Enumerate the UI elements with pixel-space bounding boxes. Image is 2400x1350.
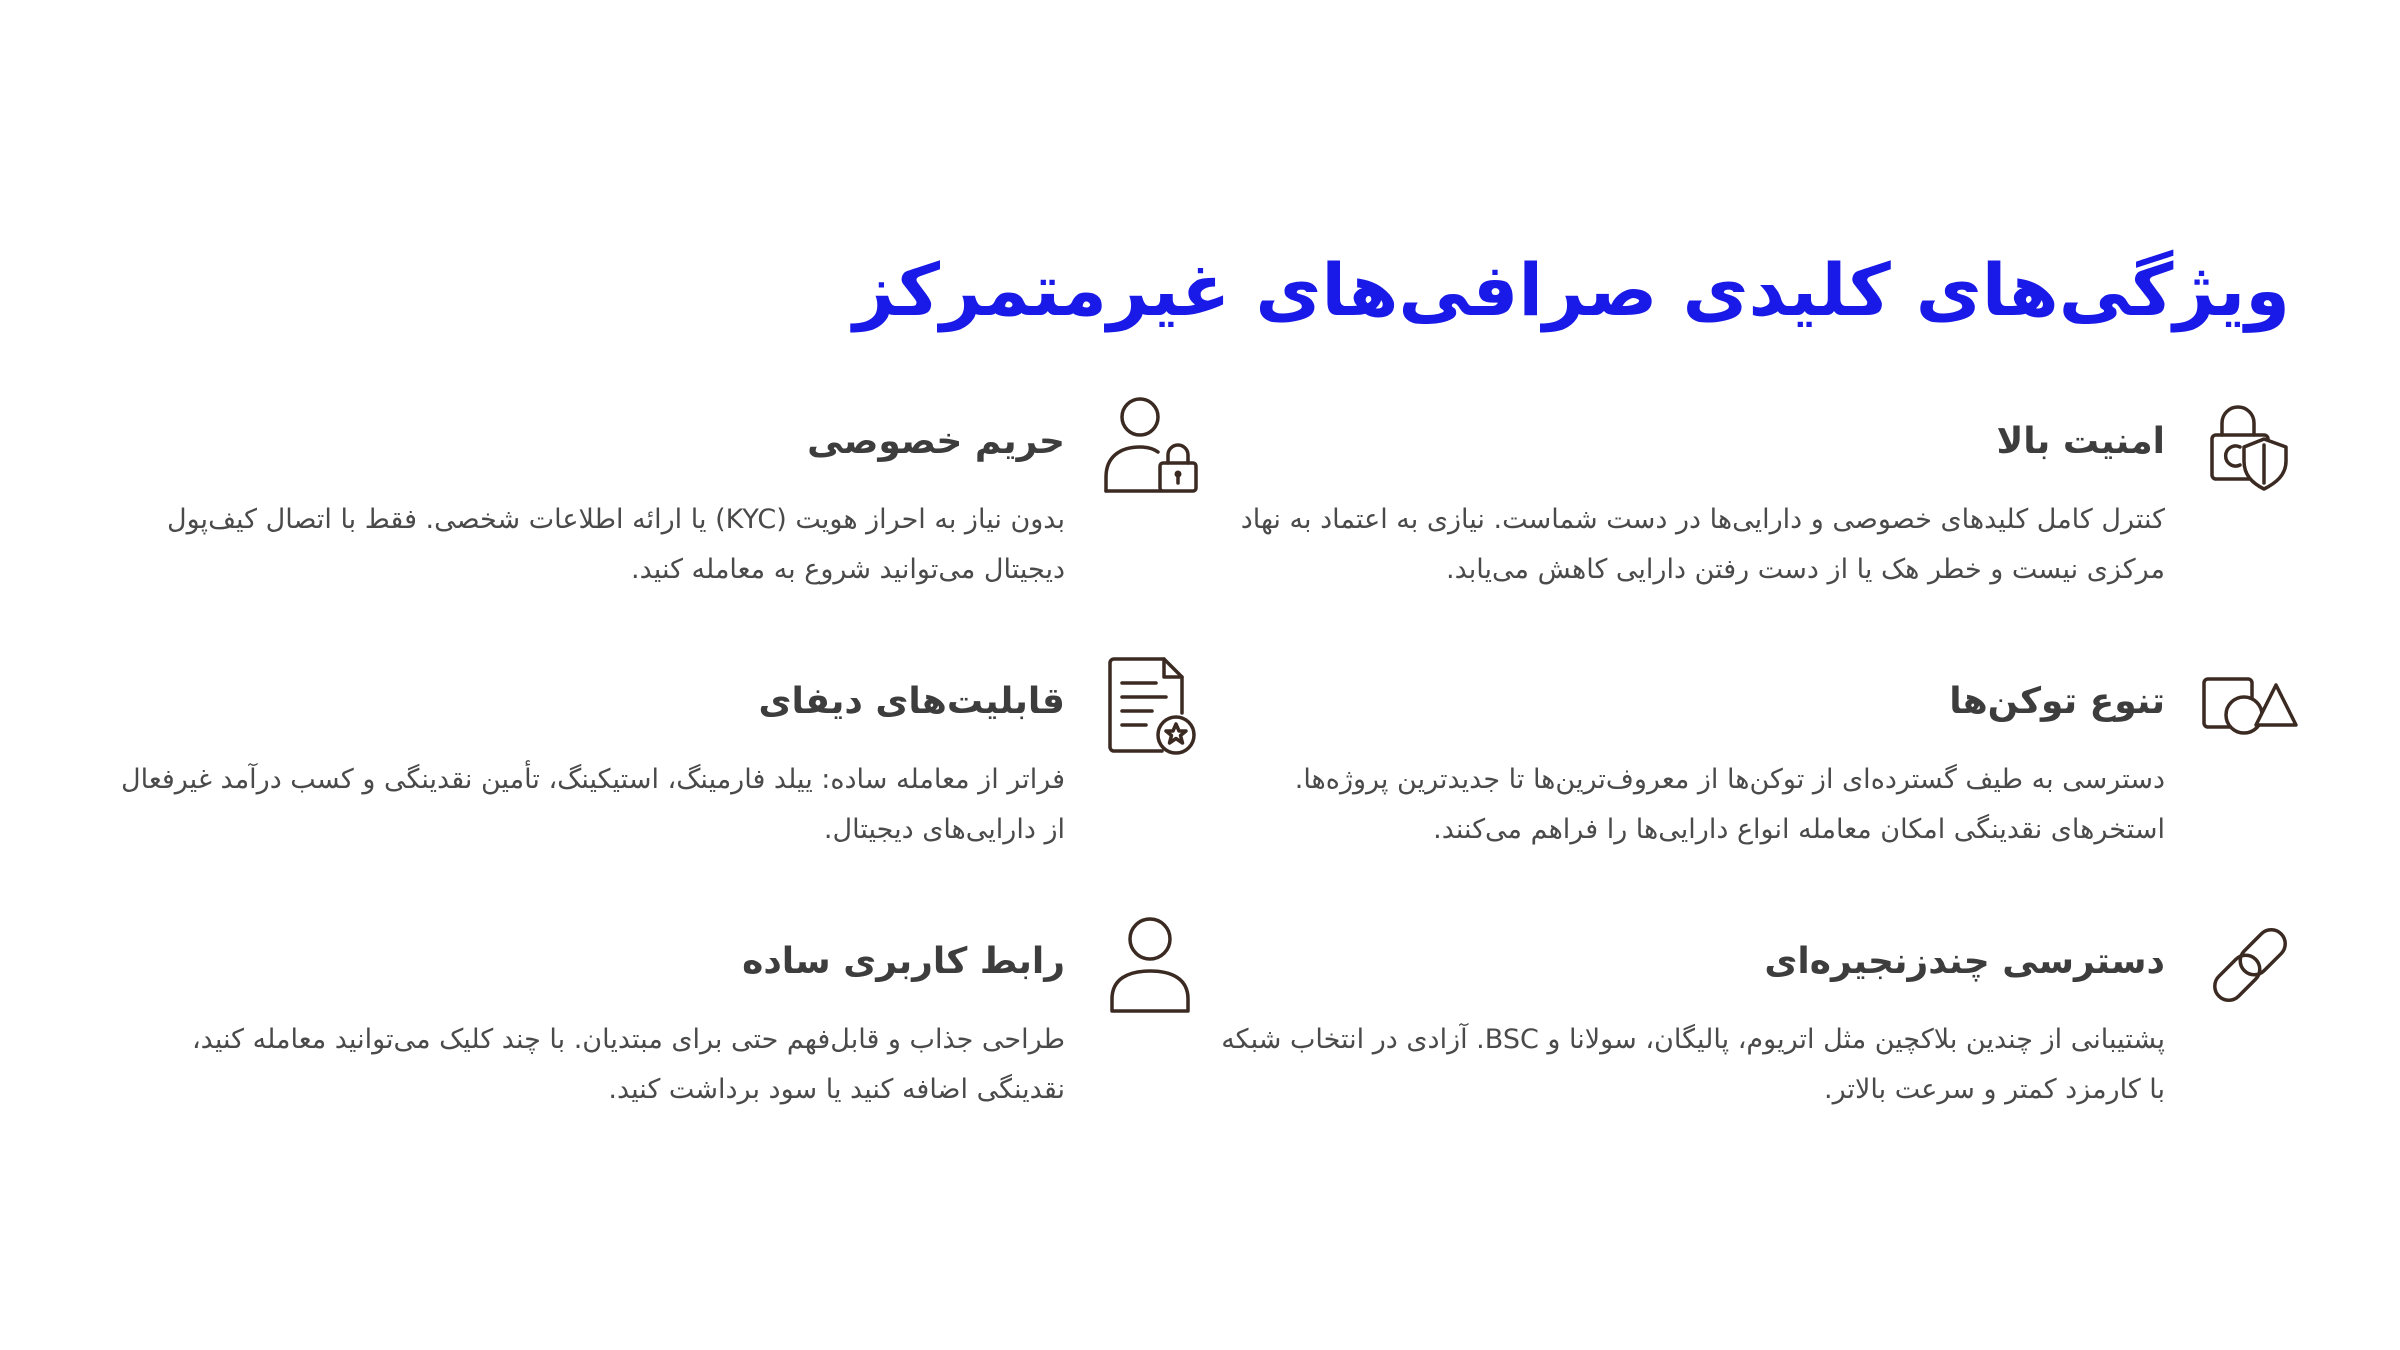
- feature-card-multichain: [1190, 915, 2300, 1155]
- lock-shield-icon: [2200, 395, 2300, 495]
- feature-description: کنترل کامل کلیدهای خصوصی و دارایی‌ها در دست شماست. نیازی به اعتماد به نهاد مرکزی نیست و خطر هک یا از دست رفتن دارایی کاهش می‌یابد.: [1240, 504, 2165, 585]
- document-star-icon: [1100, 655, 1200, 755]
- feature-description: دسترسی به طیف گسترده‌ای از توکن‌ها از معروف‌ترین‌ها تا جدیدترین پروژه‌ها. استخرهای نقدینگی امکان معامله انواع دارایی‌ها را فراهم می‌کنند.: [1294, 764, 2165, 845]
- user-icon: [1100, 915, 1200, 1015]
- shapes-icon: [2200, 655, 2300, 755]
- feature-description: فراتر از معامله ساده: ییلد فارمینگ، استیکینگ، تأمین نقدینگی و کسب درآمد غیرفعال از دارایی‌های دیجیتال.: [121, 764, 1065, 845]
- feature-card-security: [1190, 395, 2300, 635]
- feature-title: قابلیت‌های دیفای: [758, 681, 1065, 722]
- feature-title: دسترسی چندزنجیره‌ای: [1764, 941, 2165, 982]
- feature-card-simple-ui: [90, 915, 1200, 1155]
- page-title: ویژگی‌های کلیدی صرافی‌های غیرمتمرکز: [853, 248, 2290, 332]
- feature-description: بدون نیاز به احراز هویت (KYC) یا ارائه اطلاعات شخصی. فقط با اتصال کیف‌پول دیجیتال می‌توانید شروع به معامله کنید.: [166, 504, 1065, 585]
- feature-description: پشتیبانی از چندین بلاکچین مثل اتریوم، پالیگان، سولانا و BSC. آزادی در انتخاب شبکه با کارمزد کمتر و سرعت بالاتر.: [1221, 1024, 2165, 1105]
- feature-card-defi: [90, 655, 1200, 895]
- feature-title: تنوع توکن‌ها: [1949, 681, 2165, 722]
- feature-title: امنیت بالا: [1996, 421, 2165, 462]
- feature-card-privacy: [90, 395, 1200, 635]
- chain-link-icon: [2200, 915, 2300, 1015]
- feature-card-tokens: [1190, 655, 2300, 895]
- user-lock-icon: [1100, 395, 1200, 495]
- feature-title: حریم خصوصی: [807, 421, 1065, 462]
- feature-title: رابط کاربری ساده: [742, 941, 1065, 982]
- feature-description: طراحی جذاب و قابل‌فهم حتی برای مبتدیان. با چند کلیک می‌توانید معامله کنید، نقدینگی اضافه کنید یا سود برداشت کنید.: [191, 1024, 1065, 1105]
